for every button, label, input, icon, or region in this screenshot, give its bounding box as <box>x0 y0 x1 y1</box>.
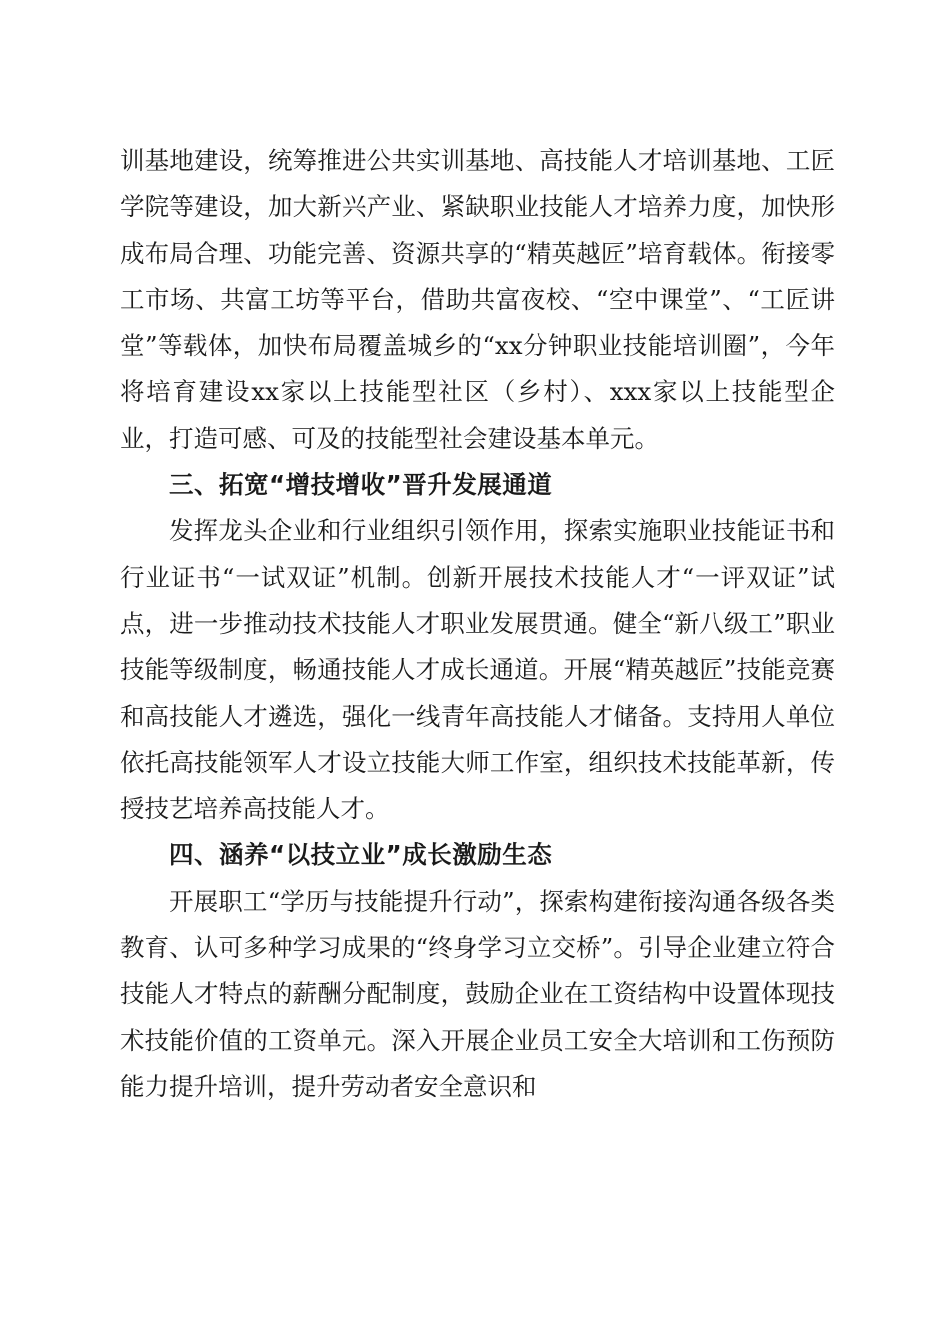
section-heading-4: 四、涵养“以技立业”成长激励生态 <box>169 840 553 870</box>
paragraph-section-4: 开展职工“学历与技能提升行动”，探索构建衔接沟通各级各类教育、认可多种学习成果的“终身学习立交桥”。引导企业建立符合技能人才特点的薪酬分配制度，鼓励企业在工资结构中设置体现技术技能价值的工资单元。深入开展企业员工安全大培训和工伤预防能力提升培训，提升劳动者安全意识和 <box>120 886 835 1101</box>
paragraph-section-3: 发挥龙头企业和行业组织引领作用，探索实施职业技能证书和行业证书“一试双证”机制。创新开展技术技能人才“一评双证”试点，进一步推动技术技能人才职业发展贯通。健全“新八级工”职业技能等级制度，畅通技能人才成长通道。开展“精英越匠”技能竞赛和高技能人才遴选，强化一线青年高技能人才储备。支持用人单位依托高技能领军人才设立技能大师工作室，组织技术技能革新，传授技艺培养高技能人才。 <box>120 516 835 824</box>
section-heading-3: 三、拓宽“增技增收”晋升发展通道 <box>169 470 553 500</box>
document-body <box>120 138 835 1110</box>
paragraph-continued: 训基地建设，统筹推进公共实训基地、高技能人才培训基地、工匠学院等建设，加大新兴产业、紧缺职业技能人才培养力度，加快形成布局合理、功能完善、资源共享的“精英越匠”培育载体。衔接零工市场、共富工坊等平台，借助共富夜校、“空中课堂”、“工匠讲堂”等载体，加快布局覆盖城乡的“xx分钟职业技能培训圈”，今年将培育建设xx家以上技能型社区（乡村）、xxx家以上技能型企业，打造可感、可及的技能型社会建设基本单元。 <box>120 146 835 453</box>
